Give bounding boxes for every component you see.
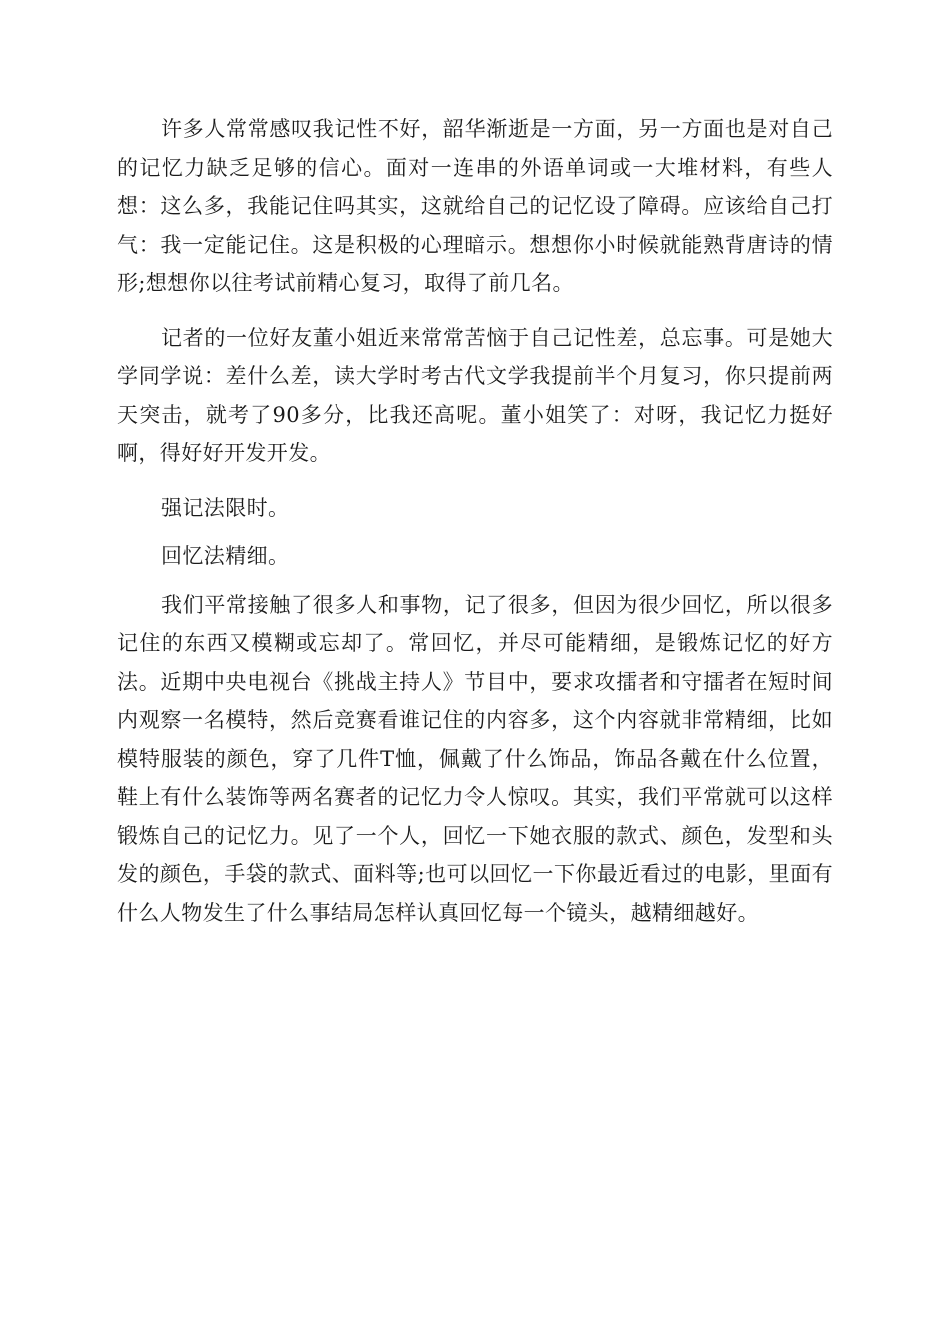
document-page [117, 110, 833, 948]
paragraph-heading-detailed-recall: 回忆法精细。 [161, 544, 290, 568]
paragraph-friend-story: 记者的一位好友董小姐近来常常苦恼于自己记性差，总忘事。可是她大学同学说：差什么差，读大学时考古代文学我提前半个月复习，你只提前两天突击，就考了90多分，比我还高呢。董小姐笑了：对呀，我记忆力挺好啊，得好好开发开发。 [117, 325, 833, 465]
paragraph-memory-confidence: 许多人常常感叹我记性不好，韶华渐逝是一方面，另一方面也是对自己的记忆力缺乏足够的信心。面对一连串的外语单词或一大堆材料，有些人想：这么多，我能记住吗其实，这就给自己的记忆设了障碍。应该给自己打气：我一定能记住。这是积极的心理暗示。想想你小时候就能熟背唐诗的情形;想想你以往考试前精心复习，取得了前几名。 [117, 117, 833, 295]
paragraph-heading-timed-memorization: 强记法限时。 [161, 495, 290, 520]
paragraph-recall-practice: 我们平常接触了很多人和事物，记了很多，但因为很少回忆，所以很多记住的东西又模糊或忘却了。常回忆，并尽可能精细，是锻炼记忆的好方法。近期中央电视台《挑战主持人》节目中，要求攻擂者和守擂者在短时间内观察一名模特，然后竞赛看谁记住的内容多，这个内容就非常精细，比如模特服装的颜色，穿了几件T恤，佩戴了什么饰品，饰品各戴在什么位置，鞋上有什么装饰等两名赛者的记忆力令人惊叹。其实，我们平常就可以这样锻炼自己的记忆力。见了一个人，回忆一下她衣服的款式、颜色，发型和头发的颜色，手袋的款式、面料等;也可以回忆一下你最近看过的电影，里面有什么人物发生了什么事结局怎样认真回忆每一个镜头，越精细越好。 [117, 592, 833, 925]
